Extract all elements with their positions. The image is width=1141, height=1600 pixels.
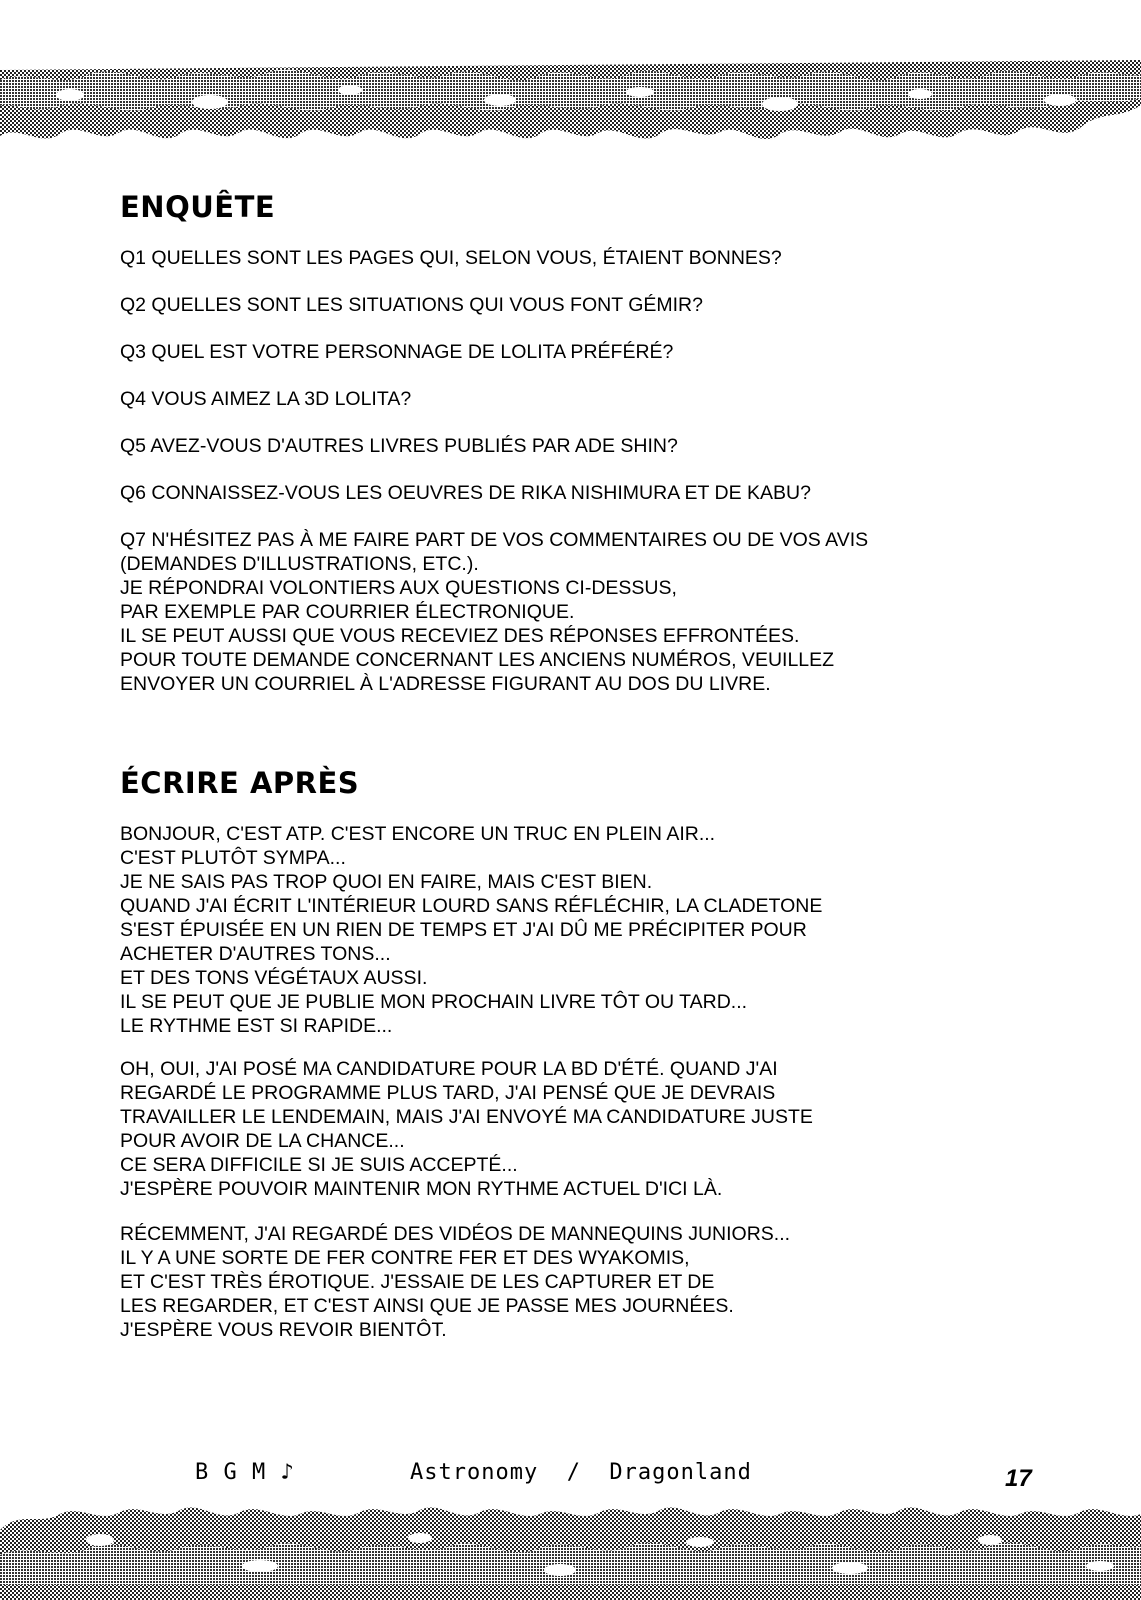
question-7-block: Q7 N'HÉSITEZ PAS À ME FAIRE PART DE VOS COMMENTAIRES OU DE VOS AVIS (DEMANDES D'ILLUSTRATIONS, ETC.). JE RÉPONDRAI VOLONTIERS AUX QUESTIONS CI-DESSUS, PAR EXEMPLE PAR COURRIER ÉLECTRONIQUE. IL SE PEUT AUSSI QUE VOUS RECEVIEZ DES RÉPONSES EFFRONTÉES. POUR TOUTE DEMANDE CONCERNANT LES ANCIENS NUMÉROS, VEUILLEZ ENVOYER UN COURRIEL À L'ADRESSE FIGURANT AU DOS DU LIVRE. (120, 529, 869, 695)
question-2: Q2 QUELLES SONT LES SITUATIONS QUI VOUS FONT GÉMIR? (120, 294, 703, 316)
question-4: Q4 VOUS AIMEZ LA 3D LOLITA? (120, 388, 412, 410)
afterword-title: ÉCRIRE APRÈS (120, 766, 360, 800)
bgm-track: Astronomy / Dragonland (410, 1460, 752, 1485)
question-1: Q1 QUELLES SONT LES PAGES QUI, SELON VOUS, ÉTAIENT BONNES? (120, 247, 782, 269)
top-decorative-border (0, 50, 1141, 160)
afterword-paragraph-2: OH, OUI, J'AI POSÉ MA CANDIDATURE POUR LA BD D'ÉTÉ. QUAND J'AI REGARDÉ LE PROGRAMME PLUS TARD, J'AI PENSÉ QUE JE DEVRAIS TRAVAILLER LE LENDEMAIN, MAIS J'AI ENVOYÉ MA CANDIDATURE JUSTE POUR AVOIR DE LA CHANCE... CE SERA DIFFICILE SI JE SUIS ACCEPTÉ... J'ESPÈRE POUVOIR MAINTENIR MON RYTHME ACTUEL D'ICI LÀ. (120, 1058, 813, 1200)
question-6: Q6 CONNAISSEZ-VOUS LES OEUVRES DE RIKA NISHIMURA ET DE KABU? (120, 482, 811, 504)
afterword-paragraph-3: RÉCEMMENT, J'AI REGARDÉ DES VIDÉOS DE MANNEQUINS JUNIORS... IL Y A UNE SORTE DE FER CONTRE FER ET DES WYAKOMIS, ET C'EST TRÈS ÉROTIQUE. J'ESSAIE DE LES CAPTURER ET DE LES REGARDER, ET C'EST AINSI QUE JE PASSE MES JOURNÉES. J'ESPÈRE VOUS REVOIR BIENTÔT. (120, 1223, 791, 1341)
afterword-paragraph-1: BONJOUR, C'EST ATP. C'EST ENCORE UN TRUC EN PLEIN AIR... C'EST PLUTÔT SYMPA... JE NE SAIS PAS TROP QUOI EN FAIRE, MAIS C'EST BIEN. QUAND J'AI ÉCRIT L'INTÉRIEUR LOURD SANS RÉFLÉCHIR, LA CLADETONE S'EST ÉPUISÉE EN UN RIEN DE TEMPS ET J'AI DÛ ME PRÉCIPITER POUR ACHETER D'AUTRES TONS... ET DES TONS VÉGÉTAUX AUSSI. IL SE PEUT QUE JE PUBLIE MON PROCHAIN LIVRE TÔT OU TARD... LE RYTHME EST SI RAPIDE... (120, 823, 823, 1037)
bgm-label: B G M ♪ (195, 1460, 295, 1485)
page-number: 17 (1005, 1465, 1032, 1492)
bottom-decorative-border (0, 1500, 1141, 1600)
question-3: Q3 QUEL EST VOTRE PERSONNAGE DE LOLITA PRÉFÉRÉ? (120, 341, 674, 363)
enquete-title: ENQUÊTE (120, 190, 276, 224)
question-5: Q5 AVEZ-VOUS D'AUTRES LIVRES PUBLIÉS PAR ADE SHIN? (120, 435, 678, 457)
